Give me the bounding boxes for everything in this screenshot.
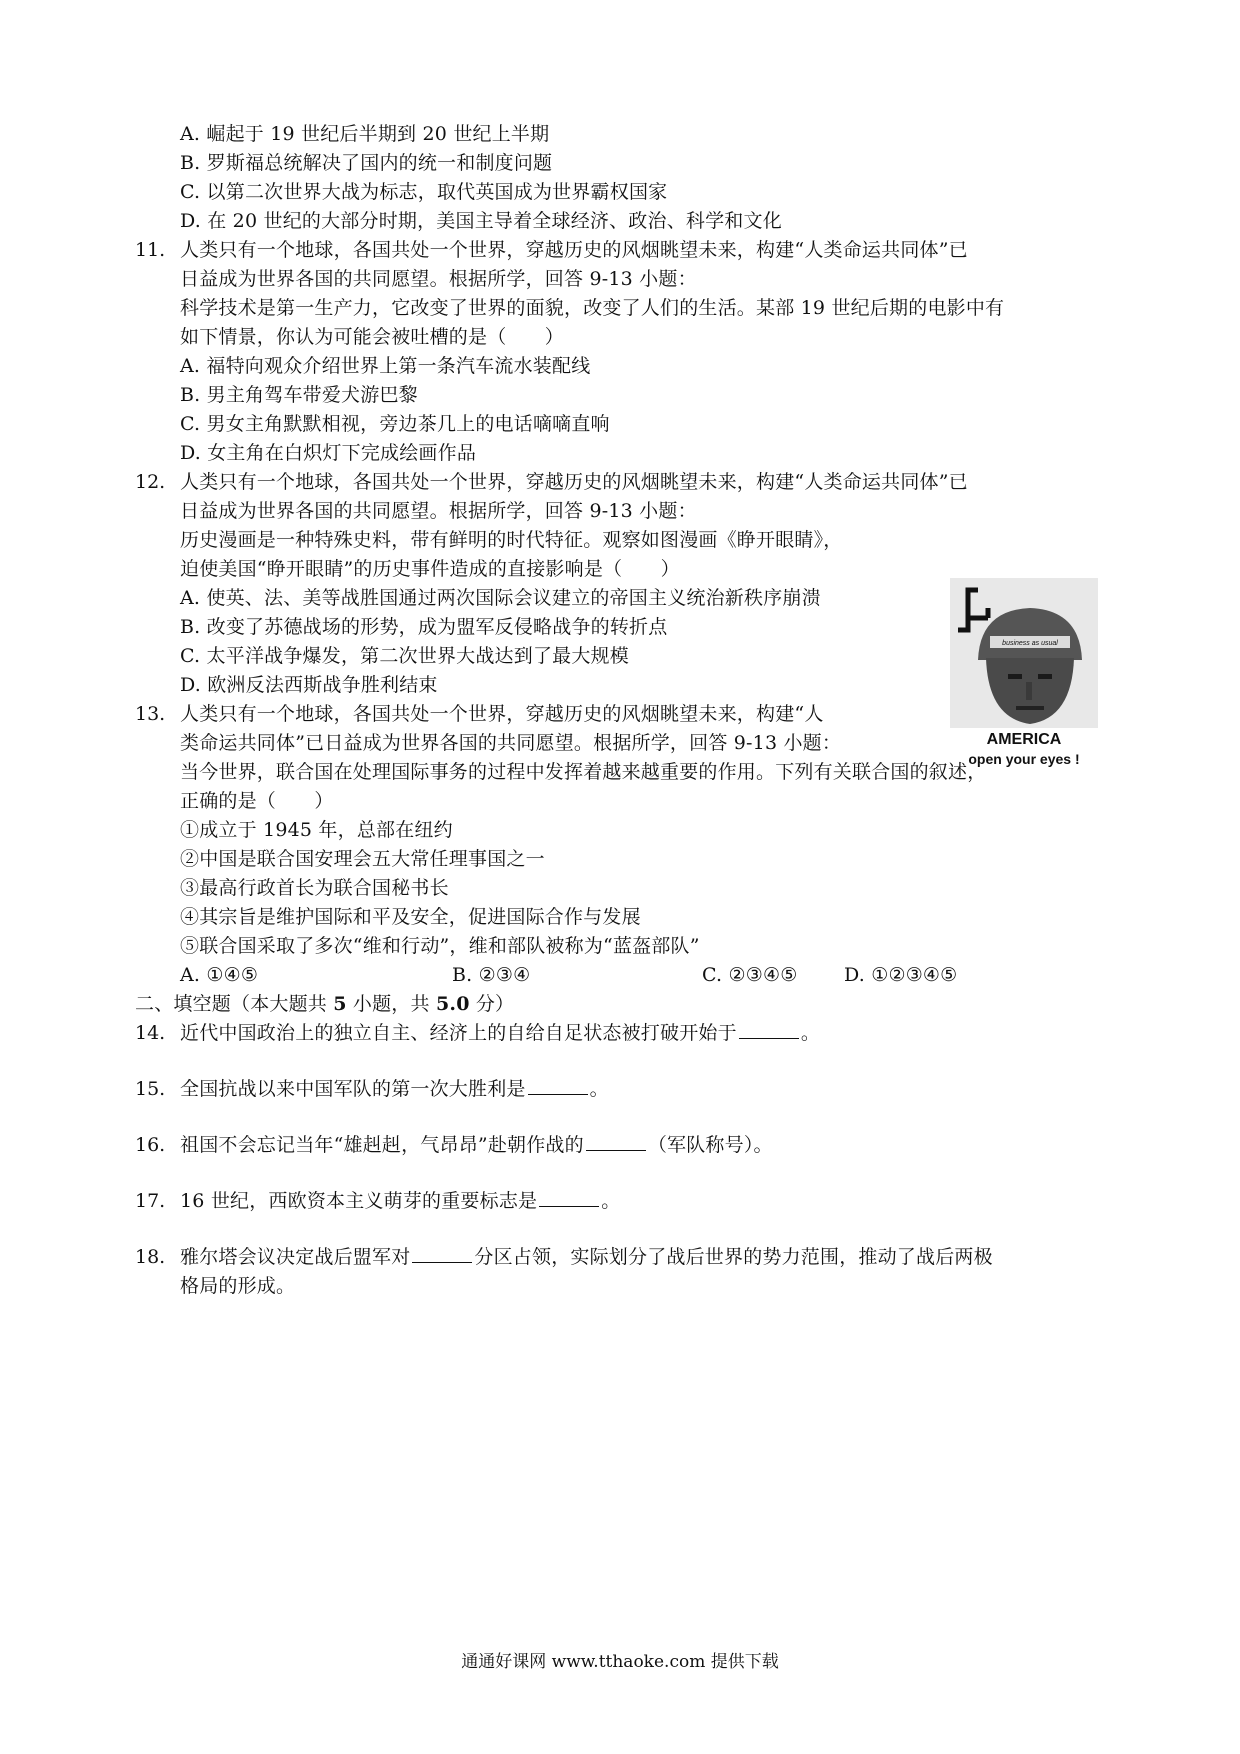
q12-stem-line: 迫使美国“睁开眼睛”的历史事件造成的直接影响是（ ） (180, 558, 680, 580)
q16-number: 16. (135, 1134, 166, 1156)
q16-blank[interactable] (586, 1132, 646, 1151)
q13-statement-4: ④其宗旨是维护国际和平及安全，促进国际合作与发展 (180, 906, 641, 928)
q11-option-b: B. 男主角驾车带爱犬游巴黎 (180, 384, 418, 406)
q13-statement-1: ①成立于 1945 年，总部在纽约 (180, 819, 453, 841)
q13-stem-line: 人类只有一个地球，各国共处一个世界，穿越历史的风烟眺望未来，构建“人 (180, 703, 824, 725)
q12-stem-line: 历史漫画是一种特殊史料，带有鲜明的时代特征。观察如图漫画《睁开眼睛》， (180, 529, 843, 551)
q18-text-before: 雅尔塔会议决定战后盟军对 (180, 1246, 411, 1268)
q12-option-d: D. 欧洲反法西斯战争胜利结束 (180, 674, 438, 696)
q16-text-after: （军队称号）。 (647, 1134, 773, 1156)
q13-number: 13. (135, 703, 166, 725)
q10-option-d: D. 在 20 世纪的大部分时期，美国主导着全球经济、政治、科学和文化 (180, 210, 782, 232)
q14-blank[interactable] (739, 1020, 799, 1039)
section-2-mid: 小题，共 (346, 993, 436, 1015)
q11-stem-line: 如下情景，你认为可能会被吐槽的是（ ） (180, 326, 565, 348)
section-2-prefix: 二、填空题（本大题共 (135, 993, 334, 1015)
q11-option-a: A. 福特向观众介绍世界上第一条汽车流水装配线 (180, 355, 591, 377)
q10-option-c: C. 以第二次世界大战为标志，取代英国成为世界霸权国家 (180, 181, 668, 203)
q15-text (180, 1075, 609, 1103)
q15-blank[interactable] (528, 1076, 588, 1095)
q13-option-b: B. ②③④ (452, 964, 531, 986)
q12-option-b: B. 改变了苏德战场的形势，成为盟军反侵略战争的转折点 (180, 616, 668, 638)
q13-statement-3: ③最高行政首长为联合国秘书长 (180, 877, 449, 899)
section-2-heading (135, 990, 514, 1018)
section-2-suffix: 分） (469, 993, 515, 1015)
q11-stem-line: 日益成为世界各国的共同愿望。根据所学，回答 9-13 小题： (180, 268, 697, 290)
q16-text-before: 祖国不会忘记当年“雄赳赳，气昂昂”赴朝作战的 (180, 1134, 584, 1156)
q13-option-d: D. ①②③④⑤ (844, 964, 958, 986)
section-2-score: 5.0 (435, 993, 470, 1015)
cartoon-open-your-eyes (950, 578, 1098, 774)
q13-stem-line: 正确的是（ ） (180, 790, 334, 812)
q18-blank[interactable] (412, 1244, 472, 1263)
q12-stem-line: 人类只有一个地球，各国共处一个世界，穿越历史的风烟眺望未来，构建“人类命运共同体”已 (180, 471, 968, 493)
q12-option-c: C. 太平洋战争爆发，第二次世界大战达到了最大规模 (180, 645, 629, 667)
q18-text-after: 分区占领，实际划分了战后世界的势力范围，推动了战后两极 (474, 1246, 993, 1268)
cartoon-caption-open-eyes: open your eyes ! (968, 751, 1080, 767)
q12-stem-line: 日益成为世界各国的共同愿望。根据所学，回答 9-13 小题： (180, 500, 697, 522)
q10-option-b: B. 罗斯福总统解决了国内的统一和制度问题 (180, 152, 553, 174)
q17-text (180, 1187, 620, 1215)
helmet-text: business as usual (1002, 640, 1058, 647)
q14-number: 14. (135, 1022, 166, 1044)
q13-statement-5: ⑤联合国采取了多次“维和行动”，维和部队被称为“蓝盔部队” (180, 935, 700, 957)
q13-option-c: C. ②③④⑤ (702, 964, 798, 986)
q17-text-before: 16 世纪，西欧资本主义萌芽的重要标志是 (180, 1190, 538, 1212)
q17-number: 17. (135, 1190, 166, 1212)
q18-number: 18. (135, 1246, 166, 1268)
q18-text-line2: 格局的形成。 (180, 1275, 296, 1297)
q11-number: 11. (135, 239, 166, 261)
q13-option-a: A. ①④⑤ (180, 964, 259, 986)
q13-statement-2: ②中国是联合国安理会五大常任理事国之一 (180, 848, 545, 870)
q11-option-c: C. 男女主角默默相视，旁边茶几上的电话嘀嘀直响 (180, 413, 610, 435)
q16-text (180, 1131, 773, 1159)
q11-stem-line: 人类只有一个地球，各国共处一个世界，穿越历史的风烟眺望未来，构建“人类命运共同体”已 (180, 239, 968, 261)
section-2-count: 5 (333, 993, 347, 1015)
q15-number: 15. (135, 1078, 166, 1100)
q18-text (180, 1243, 993, 1271)
q14-text-before: 近代中国政治上的独立自主、经济上的自给自足状态被打破开始于 (180, 1022, 737, 1044)
q10-option-a: A. 崛起于 19 世纪后半期到 20 世纪上半期 (180, 123, 550, 145)
q12-number: 12. (135, 471, 166, 493)
q13-stem-line: 类命运共同体”已日益成为世界各国的共同愿望。根据所学，回答 9-13 小题： (180, 732, 842, 754)
cartoon-caption-america: AMERICA (986, 731, 1062, 748)
q14-text-after: 。 (800, 1022, 821, 1044)
q11-option-d: D. 女主角在白炽灯下完成绘画作品 (180, 442, 477, 464)
page-footer: 通通好课网 www.tthaoke.com 提供下载 (461, 1652, 779, 1672)
q17-text-after: 。 (601, 1190, 621, 1212)
q17-blank[interactable] (539, 1188, 599, 1207)
q12-option-a: A. 使英、法、美等战胜国通过两次国际会议建立的帝国主义统治新秩序崩溃 (180, 587, 821, 609)
q15-text-before: 全国抗战以来中国军队的第一次大胜利是 (180, 1078, 526, 1100)
cartoon-drawing (950, 578, 1098, 774)
q15-text-after: 。 (589, 1078, 609, 1100)
q14-text (180, 1019, 820, 1047)
q13-stem-line: 当今世界，联合国在处理国际事务的过程中发挥着越来越重要的作用。下列有关联合国的叙述， (180, 761, 987, 783)
q11-stem-line: 科学技术是第一生产力，它改变了世界的面貌，改变了人们的生活。某部 19 世纪后期的电影中有 (180, 297, 1005, 319)
